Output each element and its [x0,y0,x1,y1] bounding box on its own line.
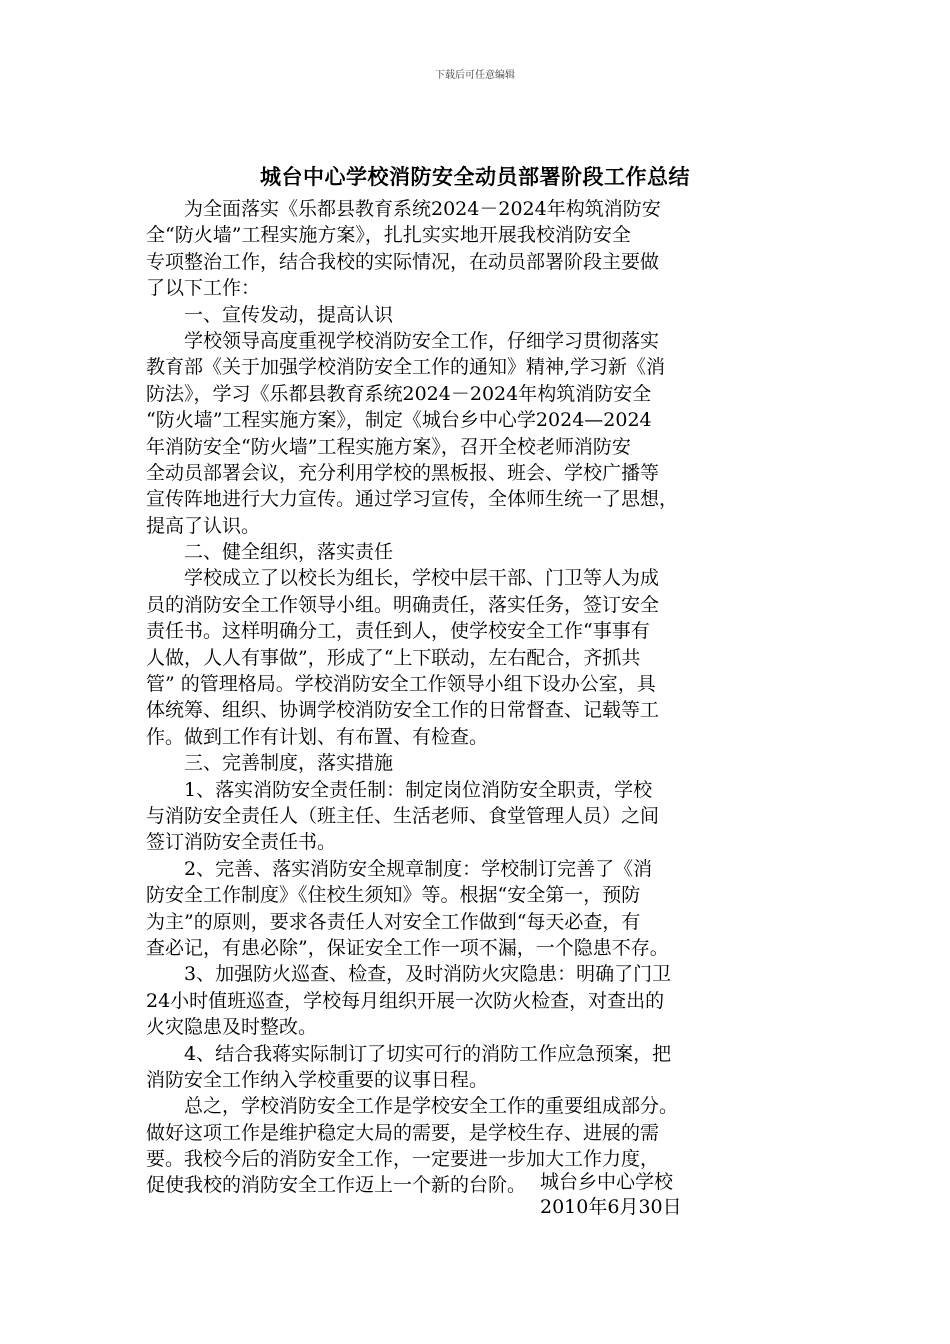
body-line: 学校领导高度重视学校消防安全工作，仔细学习贯彻落实 [146,329,660,352]
body-line: 签订消防安全责任书。 [146,831,337,854]
section-heading-1: 一、宣传发动，提高认识 [146,303,394,326]
body-line: 年消防安全“防火墙”工程实施方案》，召开全校老师消防安 [146,435,631,458]
body-line: 了以下工作： [146,277,261,300]
body-line: “防火墙”工程实施方案》，制定《城台乡中心学2024—2024 [146,409,652,432]
signature-block [540,1170,800,1220]
body-line: 3、加强防火巡查、检查，及时消防火灾隐患：明确了门卫 [146,963,672,986]
body-line: 促使我校的消防安全工作迈上一个新的台阶。 [146,1174,527,1197]
signature-date: 2010年6月30日 [540,1196,682,1218]
body-line: 提高了认识。 [146,514,261,537]
body-line: 全动员部署会议，充分利用学校的黑板报、班会、学校广播等 [146,461,660,484]
body-line: 查必记，有患必除”，保证安全工作一项不漏，一个隐患不存。 [146,936,669,959]
body-line: 做好这项工作是维护稳定大局的需要，是学校生存、进展的需 [146,1121,660,1144]
document-title: 城台中心学校消防安全动员部署阶段工作总结 [260,164,690,189]
body-line: 责任书。这样明确分工，责任到人，使学校安全工作“事事有 [146,620,650,643]
body-line: 员的消防安全工作领导小组。明确责任，落实任务，签订安全 [146,593,660,616]
section-heading-2: 二、健全组织，落实责任 [146,541,394,564]
body-line: 宣传阵地进行大力宣传。通过学习宣传，全体师生统一了思想， [146,488,679,511]
body-line: 教育部《关于加强学校消防安全工作的通知》精神,学习新《消 [146,356,666,379]
section-heading-3: 三、完善制度，落实措施 [146,752,394,775]
body-line: 作。做到工作有计划、有布置、有检查。 [146,725,489,748]
body-line: 为全面落实《乐都县教育系统2024－2024年构筑消防安 [146,198,661,220]
body-line: 专项整治工作，结合我校的实际情况，在动员部署阶段主要做 [146,250,660,273]
body-line: 火灾隐患及时整改。 [146,1016,318,1039]
body-line: 要。我校今后的消防安全工作，一定要进一步加大工作力度， [146,1148,660,1171]
body-line: 防法》，学习《乐都县教育系统2024－2024年构筑消防安全 [146,382,652,405]
document-body [146,196,818,1199]
header-note: 下载后可任意编辑 [435,70,515,81]
body-line: 1、落实消防安全责任制：制定岗位消防安全职责，学校 [146,778,653,801]
body-line: 消防安全工作纳入学校重要的议事日程。 [146,1068,489,1091]
body-line: 人做，人人有事做”，形成了“上下联动，左右配合，齐抓共 [146,646,641,669]
body-line: 学校成立了以校长为组长，学校中层干部、门卫等人为成 [146,567,660,590]
body-line: 体统筹、组织、协调学校消防安全工作的日常督查、记载等工 [146,699,660,722]
body-line: 总之，学校消防安全工作是学校安全工作的重要组成部分。 [146,1095,679,1118]
body-line: 2、完善、落实消防安全规章制度：学校制订完善了《消 [146,857,653,880]
body-line: 4、结合我蒋实际制订了切实可行的消防工作应急预案，把 [146,1042,672,1065]
body-line: 防安全工作制度》《住校生须知》等。根据“安全第一，预防 [146,884,641,907]
body-line: 与消防安全责任人（班主任、生活老师、食堂管理人员）之间 [146,804,660,827]
body-line: 全“防火墙”工程实施方案》，扎扎实实地开展我校消防安全 [146,224,631,247]
body-line: 管” 的管理格局。学校消防安全工作领导小组下设办公室，具 [146,673,656,696]
signature-org: 城台乡中心学校 [540,1171,674,1193]
body-line: 24小时值班巡查，学校每月组织开展一次防火检查，对查出的 [146,989,665,1012]
body-line: 为主”的原则，要求各责任人对安全工作做到“每天必查，有 [146,910,641,933]
